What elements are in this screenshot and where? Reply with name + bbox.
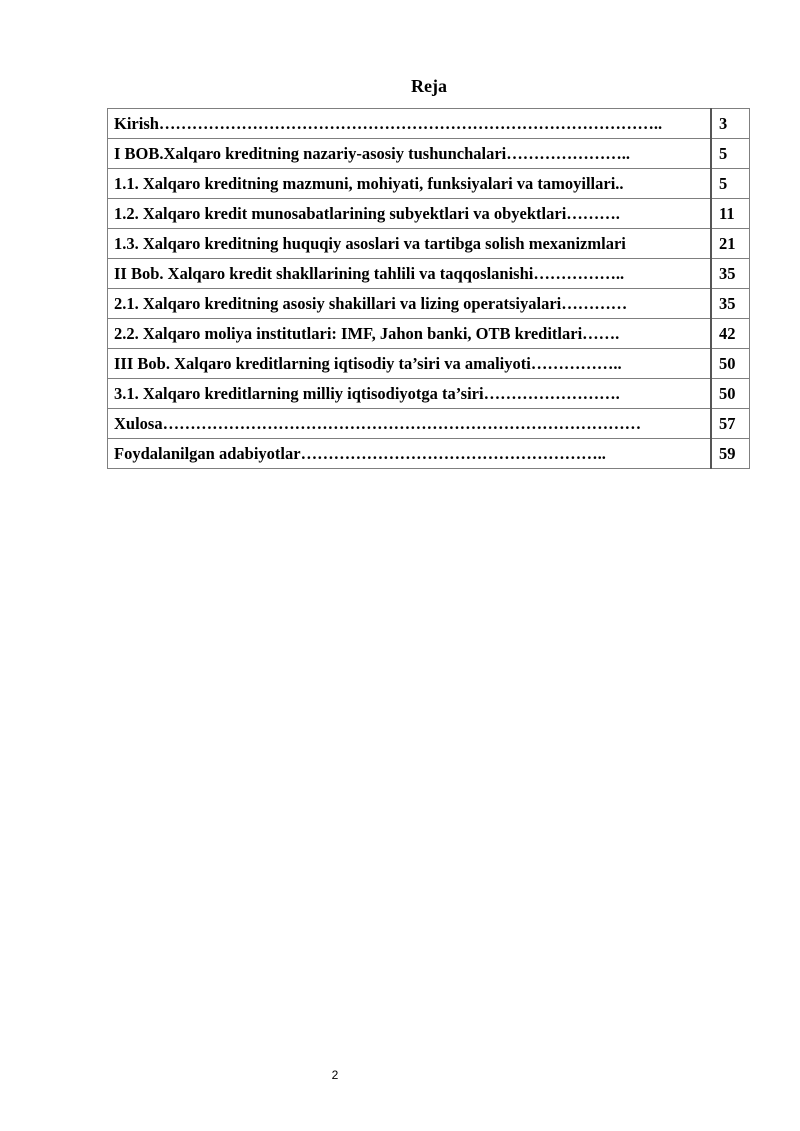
toc-entry-page: 50 [711, 379, 750, 409]
toc-entry-label: 2.2. Xalqaro moliya institutlari: IMF, Jahon banki, OTB kreditlari……. [108, 319, 712, 349]
toc-row [108, 379, 750, 409]
toc-entry-label: 1.2. Xalqaro kredit munosabatlarining subyektlari va obyektlari………. [108, 199, 712, 229]
toc-entry-label: 2.1. Xalqaro kreditning asosiy shakillari va lizing operatsiyalari………… [108, 289, 712, 319]
toc-row [108, 109, 750, 139]
toc-entry-page: 21 [711, 229, 750, 259]
toc-entry-label: 1.1. Xalqaro kreditning mazmuni, mohiyati, funksiyalari va tamoyillari.. [108, 169, 712, 199]
toc-entry-page: 35 [711, 289, 750, 319]
document-title: Reja [411, 76, 447, 96]
toc-entry-label: II Bob. Xalqaro kredit shakllarining tahlili va taqqoslanishi…………….. [108, 259, 712, 289]
toc-entry-page: 59 [711, 439, 750, 469]
toc-entry-label: 1.3. Xalqaro kreditning huquqiy asoslari va tartibga solish mexanizmlari [108, 229, 712, 259]
toc-entry-page: 35 [711, 259, 750, 289]
toc-row [108, 139, 750, 169]
table-of-contents [107, 108, 750, 469]
toc-row [108, 259, 750, 289]
toc-entry-label: 3.1. Xalqaro kreditlarning milliy iqtisodiyotga ta’siri……………………. [108, 379, 712, 409]
toc-row [108, 289, 750, 319]
toc-entry-page: 5 [711, 139, 750, 169]
toc-entry-label: III Bob. Xalqaro kreditlarning iqtisodiy ta’siri va amaliyoti…………….. [108, 349, 712, 379]
toc-entry-page: 11 [711, 199, 750, 229]
toc-row [108, 319, 750, 349]
toc-entry-page: 50 [711, 349, 750, 379]
toc-entry-page: 42 [711, 319, 750, 349]
toc-entry-page: 5 [711, 169, 750, 199]
toc-row [108, 349, 750, 379]
toc-entry-label: I BOB.Xalqaro kreditning nazariy-asosiy tushunchalari………………….. [108, 139, 712, 169]
toc-entry-page: 57 [711, 409, 750, 439]
toc-row [108, 169, 750, 199]
toc-entry-label: Xulosa…………………………………………………………………………… [108, 409, 712, 439]
toc-row [108, 439, 750, 469]
toc-entry-page: 3 [711, 109, 750, 139]
toc-row [108, 409, 750, 439]
toc-row [108, 199, 750, 229]
page-number: 2 [331, 1068, 339, 1082]
toc-row [108, 229, 750, 259]
toc-entry-label: Foydalanilgan adabiyotlar……………………………………………….. [108, 439, 712, 469]
toc-entry-label: Kirish……………………………………………………………………………….. [108, 109, 712, 139]
